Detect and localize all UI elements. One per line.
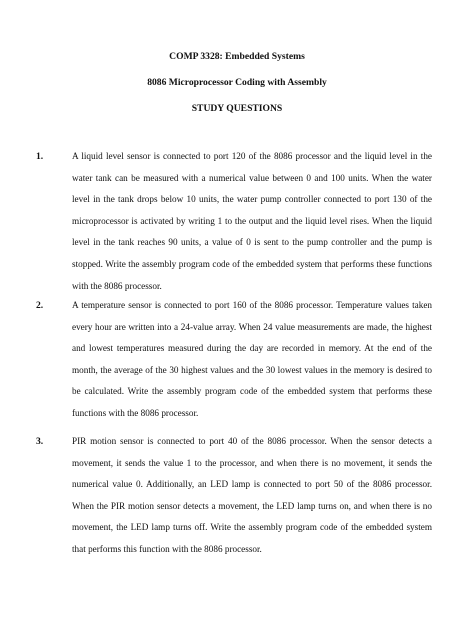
question-text: PIR motion sensor is connected to port 40 of the 8086 processor. When the sensor detects a movement, it sends the value 1 to the processor, and when there is no movement, it sends the numerical value 0. Additionally, an LED lamp is connected to port 50 of the 8086 processor. When the PIR motion sensor detects a movement, the LED lamp turns on, and when there is no movement, the LED lamp turns off. Write the assembly program code of the embedded system that performs this function with the 8086 processor. [72,436,432,554]
section-title: STUDY QUESTIONS [191,103,283,114]
question-number: 3. [36,436,44,447]
question-text: A liquid level sensor is connected to port 120 of the 8086 processor and the liquid level in the water tank can be measured with a numerical value between 0 and 100 units. When the water level in the tank drops below 10 units, the water pump controller connected to port 130 of the microprocessor is activated by writing 1 to the output and the liquid level rises. When the liquid level in the tank reaches 90 units, a value of 0 is sent to the pump controller and the pump is stopped. Write the assembly program code of the embedded system that performs these functions with the 8086 processor. [72,151,432,291]
question-number: 1. [36,151,44,162]
document-subtitle: 8086 Microprocessor Coding with Assembly [147,77,327,88]
question-text: A temperature sensor is connected to port 160 of the 8086 processor. Temperature values taken every hour are written into a 24-value array. When 24 value measurements are made, the highest and lowest temperatures measured during the day are recorded in memory. At the end of the month, the average of the 30 highest values and the 30 lowest values in the memory is desired to be calculated. Write the assembly program code of the embedded system that performs these functions with the 8086 processor. [72,300,432,418]
question-number: 2. [36,300,44,311]
course-title: COMP 3328: Embedded Systems [169,51,305,62]
